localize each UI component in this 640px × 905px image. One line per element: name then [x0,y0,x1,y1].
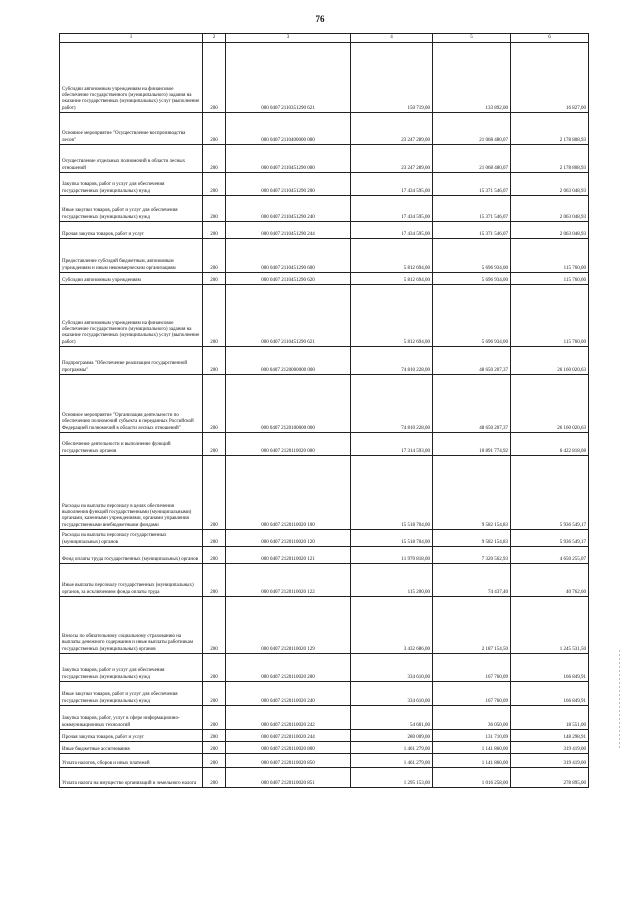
table-row [60,682,589,706]
row-value-approved: 15 518 704,00 [351,456,433,530]
row-value-remaining: 26 160 020,63 [511,375,589,433]
row-value-remaining: 18 551,00 [511,706,589,730]
row-value-remaining: 166 849,91 [511,682,589,706]
table-row [60,145,589,173]
row-code: 200 [203,433,226,456]
row-kbk: 000 0407 2110451290 600 [226,239,351,273]
budget-table [59,33,589,788]
row-name: Подпрограмма "Обеспечение реализации государственной программы" [60,347,203,375]
row-kbk: 000 0407 2120110020 800 [226,742,351,754]
row-name: Обеспечение деятельности и выполнение функций государственных органов [60,433,203,456]
row-value-executed: 9 582 154,83 [433,530,511,547]
row-value-executed: 1 141 860,00 [433,742,511,754]
row-value-remaining: 166 849,91 [511,654,589,682]
row-value-remaining: 6 422 818,08 [511,433,589,456]
row-name: Предоставление субсидий бюджетным, автономным учреждениям и иным некоммерческим организациям [60,239,203,273]
row-code: 200 [203,730,226,742]
row-name: Иные закупки товаров, работ и услуг для обеспечения государственных (муниципальных) нужд [60,196,203,222]
header-row [60,34,589,43]
table-row [60,547,589,564]
row-value-executed: 5 696 934,00 [433,273,511,285]
row-value-executed: 7 320 562,93 [433,547,511,564]
row-value-executed: 1 141 860,00 [433,754,511,768]
row-name: Уплата налогов, сборов и иных платежей [60,754,203,768]
row-name: Закупка товаров, работ и услуг для обеспечения государственных (муниципальных) нужд [60,173,203,196]
row-value-executed: 74 437,40 [433,564,511,597]
row-code: 200 [203,239,226,273]
row-value-executed: 133 892,00 [433,43,511,113]
row-value-remaining: 319 419,00 [511,754,589,768]
row-value-approved: 115 200,00 [351,564,433,597]
table-row [60,768,589,788]
table-row [60,706,589,730]
row-kbk: 000 0407 2110451290 620 [226,273,351,285]
row-name: Субсидии автономным учреждениям на финансовое обеспечение государственного (муниципального) задания на оказание государственных (муниципальных) услуг (выполнение работ) [60,285,203,347]
row-value-executed: 48 650 207,37 [433,347,511,375]
row-code: 200 [203,285,226,347]
row-kbk: 000 0407 2120110020 240 [226,682,351,706]
row-code: 200 [203,564,226,597]
row-name: Основное мероприятие "Осуществление воспроизводства лесов" [60,113,203,145]
col-header-6: 6 [511,34,589,43]
row-kbk: 000 0407 2120110020 122 [226,564,351,597]
row-kbk: 000 0407 2120100000 000 [226,375,351,433]
row-code: 200 [203,597,226,654]
table-row [60,654,589,682]
row-kbk: 000 0407 2120110020 129 [226,597,351,654]
row-value-approved: 280 009,00 [351,730,433,742]
row-value-executed: 2 187 154,50 [433,597,511,654]
row-name: Иные бюджетные ассигнования [60,742,203,754]
row-value-remaining: 26 160 020,63 [511,347,589,375]
row-kbk: 000 0407 2110351290 621 [226,43,351,113]
row-kbk: 000 0407 2110451290 000 [226,145,351,173]
row-kbk: 000 0407 2110451290 244 [226,222,351,239]
row-value-remaining: 319 419,00 [511,742,589,754]
row-value-remaining: 148 298,91 [511,730,589,742]
row-code: 200 [203,742,226,754]
table-row [60,375,589,433]
table-body [60,43,589,788]
row-name: Закупка товаров, работ, услуг в сфере информационно-коммуникационных технологий [60,706,203,730]
row-kbk: 000 0407 2110451290 240 [226,196,351,222]
row-kbk: 000 0407 2120110020 100 [226,456,351,530]
table-row [60,173,589,196]
row-code: 200 [203,113,226,145]
row-value-remaining: 1 245 531,50 [511,597,589,654]
row-value-approved: 334 610,00 [351,654,433,682]
row-value-remaining: 40 762,60 [511,564,589,597]
row-value-approved: 3 432 686,00 [351,597,433,654]
row-code: 200 [203,347,226,375]
row-kbk: 000 0407 2120110020 000 [226,433,351,456]
row-name: Взносы по обязательному социальному страхованию на выплаты денежного содержания и иные выплаты работникам государственных (муниципальных) органов [60,597,203,654]
row-name: Фонд оплаты труда государственных (муниципальных) органов [60,547,203,564]
row-value-executed: 48 650 207,37 [433,375,511,433]
col-header-5: 5 [433,34,511,43]
row-code: 200 [203,547,226,564]
row-value-executed: 36 050,00 [433,706,511,730]
row-code: 200 [203,754,226,768]
row-code: 200 [203,173,226,196]
row-kbk: 000 0407 2110451290 200 [226,173,351,196]
row-name: Прочая закупка товаров, работ и услуг [60,222,203,239]
col-header-2: 2 [203,34,226,43]
row-code: 200 [203,530,226,547]
table-row [60,456,589,530]
scan-edge-line [619,650,620,750]
row-value-executed: 5 696 934,00 [433,285,511,347]
row-kbk: 000 0407 2120110020 200 [226,654,351,682]
row-value-approved: 17 434 595,00 [351,222,433,239]
row-name: Субсидии автономным учреждениям [60,273,203,285]
page-number: 76 [315,14,325,24]
row-value-executed: 21 068 480,07 [433,145,511,173]
col-header-3: 3 [226,34,351,43]
row-name: Осуществление отдельных полномочий в области лесных отношений [60,145,203,173]
row-value-executed: 5 696 934,00 [433,239,511,273]
col-header-1: 1 [60,34,203,43]
row-value-approved: 17 434 595,00 [351,173,433,196]
table-row [60,754,589,768]
row-code: 200 [203,222,226,239]
row-code: 200 [203,43,226,113]
row-code: 200 [203,375,226,433]
row-value-approved: 54 601,00 [351,706,433,730]
row-value-remaining: 2 063 048,93 [511,196,589,222]
table-row [60,530,589,547]
row-value-remaining: 2 178 808,93 [511,145,589,173]
row-value-remaining: 5 936 549,17 [511,530,589,547]
row-value-executed: 167 760,09 [433,682,511,706]
row-value-executed: 131 710,09 [433,730,511,742]
row-value-remaining: 4 650 255,07 [511,547,589,564]
row-code: 200 [203,706,226,730]
row-kbk: 000 0407 2120110020 242 [226,706,351,730]
row-value-remaining: 2 063 048,93 [511,222,589,239]
row-kbk: 000 0407 2110400000 000 [226,113,351,145]
table-row [60,239,589,273]
table-row [60,730,589,742]
row-value-approved: 23 247 289,00 [351,113,433,145]
row-value-approved: 1 461 279,00 [351,742,433,754]
row-name: Субсидии автономным учреждениям на финансовое обеспечение государственного (муниципального) задания на оказание государственных (муниципальных) услуг (выполнение работ) [60,43,203,113]
row-value-remaining: 2 063 048,93 [511,173,589,196]
row-value-executed: 10 891 774,92 [433,433,511,456]
table-row [60,285,589,347]
row-value-approved: 5 812 694,00 [351,285,433,347]
table-row [60,273,589,285]
row-value-executed: 15 371 546,07 [433,173,511,196]
row-name: Прочая закупка товаров, работ и услуг [60,730,203,742]
row-code: 200 [203,768,226,788]
row-code: 200 [203,145,226,173]
row-code: 200 [203,196,226,222]
row-value-approved: 17 314 593,00 [351,433,433,456]
row-value-approved: 1 461 279,00 [351,754,433,768]
row-value-approved: 17 434 595,00 [351,196,433,222]
row-value-remaining: 5 936 549,17 [511,456,589,530]
row-name: Расходы на выплаты персоналу в целях обеспечения выполнения функций государственными (муниципальными) органами, казенными учреждениями, органами управления государственными внебюджетными фондами [60,456,203,530]
table-row [60,222,589,239]
row-name: Расходы на выплаты персоналу государственных (муниципальных) органов [60,530,203,547]
table-row [60,564,589,597]
row-code: 200 [203,654,226,682]
table-row [60,597,589,654]
row-value-executed: 15 371 546,07 [433,222,511,239]
row-value-remaining: 115 760,00 [511,285,589,347]
col-header-4: 4 [351,34,433,43]
table-row [60,742,589,754]
row-code: 200 [203,682,226,706]
row-kbk: 000 0407 2120000000 000 [226,347,351,375]
row-value-remaining: 2 178 808,93 [511,113,589,145]
row-value-remaining: 115 760,00 [511,239,589,273]
row-value-approved: 15 518 704,00 [351,530,433,547]
row-kbk: 000 0407 2120110020 120 [226,530,351,547]
row-value-remaining: 16 827,00 [511,43,589,113]
row-value-approved: 1 295 153,00 [351,768,433,788]
row-value-executed: 15 371 546,07 [433,196,511,222]
row-value-approved: 11 970 818,00 [351,547,433,564]
table-row [60,43,589,113]
row-value-approved: 5 812 694,00 [351,239,433,273]
row-value-approved: 334 610,00 [351,682,433,706]
table-row [60,433,589,456]
row-name: Основное мероприятие "Организация деятельности по обеспечению полномочий субъекта в переданных Российской Федерацией полномочий в области лесных отношений" [60,375,203,433]
table-row [60,347,589,375]
table-row [60,196,589,222]
row-value-executed: 9 582 154,83 [433,456,511,530]
row-value-executed: 1 016 258,00 [433,768,511,788]
row-code: 200 [203,273,226,285]
row-value-remaining: 278 895,00 [511,768,589,788]
row-value-approved: 23 247 289,00 [351,145,433,173]
row-name: Закупка товаров, работ и услуг для обеспечения государственных (муниципальных) нужд [60,654,203,682]
row-name: Уплата налога на имущество организаций и земельного налога [60,768,203,788]
row-value-approved: 74 810 228,00 [351,347,433,375]
row-kbk: 000 0407 2120110020 851 [226,768,351,788]
row-value-remaining: 115 760,00 [511,273,589,285]
row-value-executed: 21 068 480,07 [433,113,511,145]
row-kbk: 000 0407 2120110020 850 [226,754,351,768]
row-code: 200 [203,456,226,530]
row-kbk: 000 0407 2120110020 121 [226,547,351,564]
row-value-approved: 74 810 228,00 [351,375,433,433]
row-value-executed: 167 760,09 [433,654,511,682]
row-value-approved: 5 812 694,00 [351,273,433,285]
row-kbk: 000 0407 2110451290 621 [226,285,351,347]
table-row [60,113,589,145]
row-name: Иные выплаты персоналу государственных (муниципальных) органов, за исключением фонда оплаты труда [60,564,203,597]
row-name: Иные закупки товаров, работ и услуг для обеспечения государственных (муниципальных) нужд [60,682,203,706]
row-value-approved: 150 719,00 [351,43,433,113]
row-kbk: 000 0407 2120110020 244 [226,730,351,742]
